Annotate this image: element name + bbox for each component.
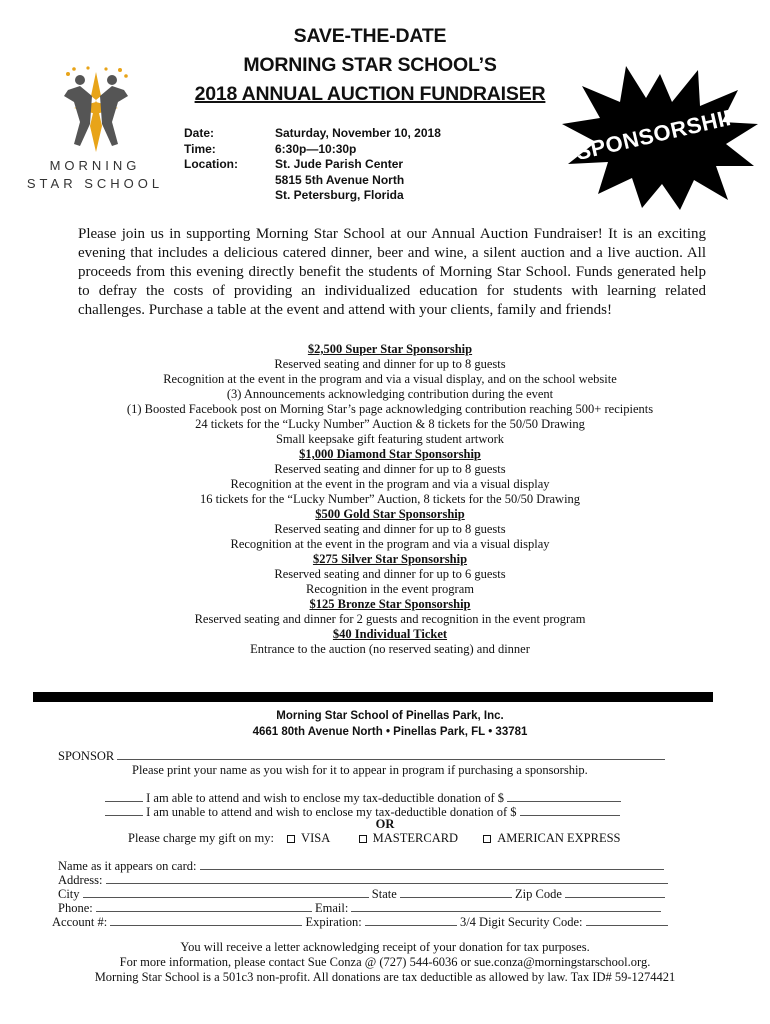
account-field[interactable] bbox=[110, 914, 302, 926]
tier-benefit: Entrance to the auction (no reserved seating) and dinner bbox=[250, 642, 530, 656]
zip-field[interactable] bbox=[565, 886, 665, 898]
date-value: Saturday, November 10, 2018 bbox=[275, 126, 441, 140]
city-label: City bbox=[58, 887, 80, 901]
sponsorships-starburst bbox=[560, 62, 760, 212]
location-street: 5815 5th Avenue North bbox=[275, 172, 405, 187]
phone-label: Phone: bbox=[58, 901, 93, 915]
page-title bbox=[150, 22, 590, 109]
tier-title: $275 Silver Star Sponsorship bbox=[312, 552, 468, 566]
phone-field[interactable] bbox=[96, 900, 312, 912]
location-city: St. Petersburg, Florida bbox=[275, 188, 404, 202]
state-label: State bbox=[371, 887, 397, 901]
tier-benefit: (3) Announcements acknowledging contribution during the event bbox=[226, 387, 554, 401]
email-field[interactable] bbox=[351, 900, 661, 912]
tier-benefit: (1) Boosted Facebook post on Morning Star’s page acknowledging contribution reaching 500+ recipients bbox=[126, 402, 654, 416]
footer-tax-info: Morning Star School is a 501c3 non-profit. All donations are tax deductible as allowed by law. Tax ID# 59-1274421 bbox=[94, 970, 676, 984]
mastercard-label: MASTERCARD bbox=[372, 831, 459, 845]
security-code-field[interactable] bbox=[586, 914, 668, 926]
footer bbox=[30, 940, 740, 985]
sponsor-row bbox=[58, 748, 665, 764]
attend-no-text: I am unable to attend and wish to enclose my tax-deductible donation of $ bbox=[146, 805, 517, 819]
or-separator: OR bbox=[375, 817, 395, 831]
date-label: Date: bbox=[184, 126, 215, 140]
tier-benefit: Small keepsake gift featuring student artwork bbox=[275, 432, 505, 446]
title-line-fundraiser: 2018 ANNUAL AUCTION FUNDRAISER bbox=[194, 83, 546, 105]
tier-benefit: Reserved seating and dinner for up to 8 guests bbox=[274, 522, 506, 536]
section-divider bbox=[33, 692, 713, 702]
email-label: Email: bbox=[314, 901, 349, 915]
attend-no-check-field[interactable] bbox=[105, 804, 143, 816]
visa-label: VISA bbox=[301, 831, 330, 845]
state-field[interactable] bbox=[400, 886, 512, 898]
account-row bbox=[52, 914, 668, 930]
organization-address: 4661 80th Avenue North • Pinellas Park, FL • 33781 bbox=[252, 726, 528, 738]
mastercard-checkbox[interactable] bbox=[359, 835, 367, 843]
star-figures-icon bbox=[60, 66, 132, 156]
sponsor-name-field[interactable] bbox=[117, 748, 665, 760]
address-field[interactable] bbox=[106, 872, 668, 884]
tier-benefit: Reserved seating and dinner for up to 6 guests bbox=[274, 567, 506, 581]
attend-yes-text: I am able to attend and wish to enclose my tax-deductible donation of $ bbox=[146, 791, 505, 805]
tier-benefit: 16 tickets for the “Lucky Number” Auction, 8 tickets for the 50/50 Drawing bbox=[199, 492, 581, 506]
security-code-label: 3/4 Digit Security Code: bbox=[459, 915, 583, 929]
tier-title: $40 Individual Ticket bbox=[332, 627, 448, 641]
account-label: Account #: bbox=[52, 915, 108, 929]
time-label: Time: bbox=[184, 141, 216, 156]
tier-benefit: Reserved seating and dinner for up to 8 guests bbox=[274, 462, 506, 476]
charge-row bbox=[128, 831, 621, 846]
title-line-save-the-date: SAVE-THE-DATE bbox=[293, 25, 447, 47]
tier-benefit: Recognition at the event in the program and via a visual display, and on the school website bbox=[163, 372, 617, 386]
location-label: Location: bbox=[184, 157, 238, 171]
expiration-label: Expiration: bbox=[305, 915, 362, 929]
amex-checkbox[interactable] bbox=[483, 835, 491, 843]
tier-benefit: Recognition at the event in the program and via a visual display bbox=[230, 477, 550, 491]
visa-checkbox[interactable] bbox=[287, 835, 295, 843]
tier-benefit: Reserved seating and dinner for up to 8 guests bbox=[274, 357, 506, 371]
time-value: 6:30p—10:30p bbox=[275, 141, 357, 156]
logo-word-morning: MORNING bbox=[49, 158, 141, 173]
attend-yes-check-field[interactable] bbox=[105, 790, 143, 802]
location-venue: St. Jude Parish Center bbox=[275, 157, 404, 171]
tier-benefit: Recognition at the event in the program and via a visual display bbox=[230, 537, 550, 551]
school-logo bbox=[20, 66, 170, 196]
tier-title: $500 Gold Star Sponsorship bbox=[315, 507, 465, 521]
tier-benefit: Reserved seating and dinner for 2 guests and recognition in the event program bbox=[194, 612, 586, 626]
sponsor-label: SPONSOR bbox=[58, 749, 115, 763]
tier-title: $125 Bronze Star Sponsorship bbox=[309, 597, 471, 611]
attend-yes-amount-field[interactable] bbox=[507, 790, 621, 802]
sponsorships-text: SPONSORSHIPS bbox=[573, 99, 757, 165]
address-label: Address: bbox=[58, 873, 103, 887]
tier-title: $1,000 Diamond Star Sponsorship bbox=[299, 447, 481, 461]
footer-contact: For more information, please contact Sue Conza @ (727) 544-6036 or sue.conza@morningstarschool.org. bbox=[119, 955, 651, 969]
amex-label: AMERICAN EXPRESS bbox=[497, 831, 621, 845]
organization-block bbox=[50, 708, 730, 740]
charge-label: Please charge my gift on my: bbox=[128, 831, 274, 845]
sponsorship-tiers bbox=[50, 342, 730, 657]
footer-receipt-note: You will receive a letter acknowledging receipt of your donation for tax purposes. bbox=[180, 940, 590, 954]
zip-label: Zip Code bbox=[515, 887, 562, 901]
title-line-school: MORNING STAR SCHOOL’S bbox=[243, 54, 497, 76]
name-on-card-field[interactable] bbox=[200, 858, 664, 870]
intro-paragraph: Please join us in supporting Morning Star School at our Annual Auction Fundraiser! It is an exciting evening that includes a delicious catered dinner, beer and wine, a silent auction and a live auction. All proceeds from this evening directly benefit the students of Morning Star School. Funds generated help to defray the costs of providing an individualized education for students with learning related challenges. Purchase a table at the event and attend with your clients, family and friends! bbox=[78, 226, 706, 318]
sponsor-hint: Please print your name as you wish for it to appear in program if purchasing a sponsorship. bbox=[132, 763, 588, 777]
city-field[interactable] bbox=[83, 886, 369, 898]
organization-name: Morning Star School of Pinellas Park, Inc. bbox=[276, 710, 504, 722]
logo-word-star-school: STAR SCHOOL bbox=[26, 176, 164, 191]
attend-no-amount-field[interactable] bbox=[520, 804, 620, 816]
expiration-field[interactable] bbox=[365, 914, 457, 926]
tier-benefit: 24 tickets for the “Lucky Number” Auction & 8 tickets for the 50/50 Drawing bbox=[195, 417, 585, 431]
tier-benefit: Recognition in the event program bbox=[305, 582, 474, 596]
name-on-card-label: Name as it appears on card: bbox=[58, 859, 197, 873]
tier-title: $2,500 Super Star Sponsorship bbox=[307, 342, 473, 356]
